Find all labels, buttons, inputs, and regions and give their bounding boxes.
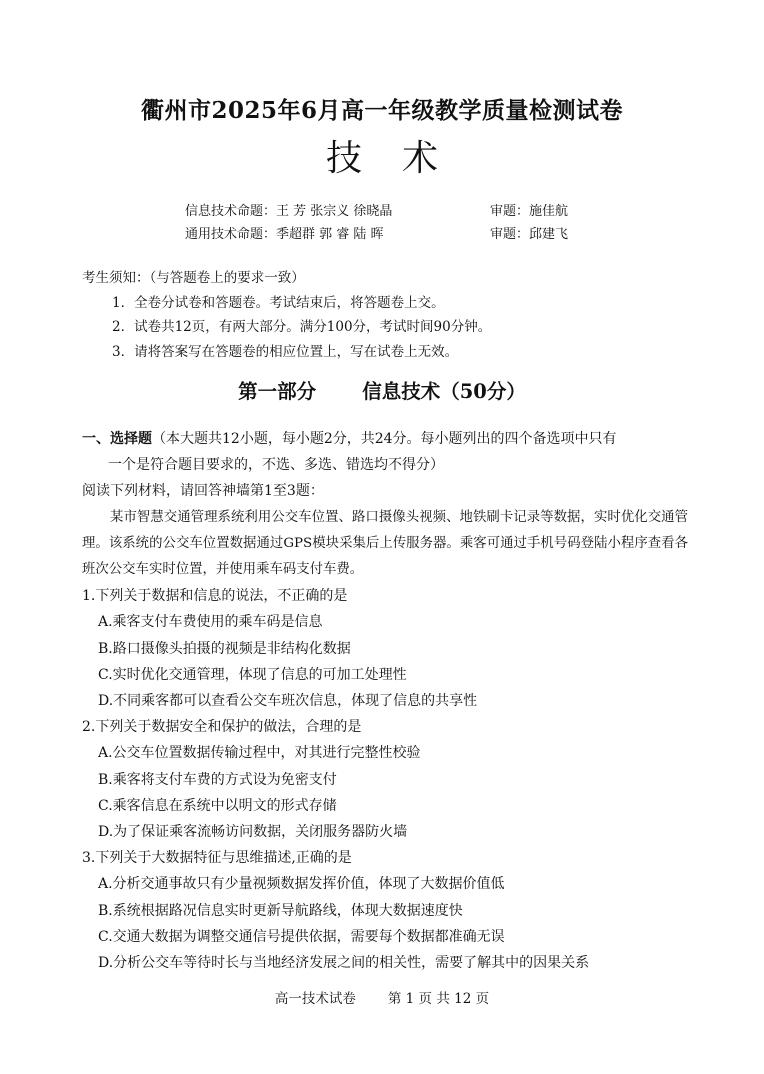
credits-block: [185, 200, 568, 246]
part-title: 信息技术（50分）: [362, 380, 526, 403]
instructions-line-1: （本大题共12小题，每小题2分，共24分。每小题列出的四个备选项中只有: [152, 431, 617, 447]
option-c: C.交通大数据为调整交通信号提供依据，需要每个数据都准确无误: [98, 928, 505, 945]
credit-row-info-tech: [185, 200, 568, 223]
question-1: [82, 583, 688, 714]
footer-page-number: 第 1 页 共 12 页: [387, 991, 490, 1007]
exam-notice: [82, 266, 491, 364]
notice-item: 1．全卷分试卷和答题卷。考试结束后，将答题卷上交。: [112, 294, 445, 311]
part-heading: [0, 376, 764, 404]
reading-prompt: 阅读下列材料，请回答神墙第1至3题：: [82, 483, 324, 500]
section-body: [82, 426, 688, 976]
part-name: 第一部分: [238, 380, 317, 403]
reading-material: 某市智慧交通管理系统利用公交车位置、路口摄像头视频、地铁刷卡记录等数据，实时优化交通管理。该系统的公交车位置数据通过GPS模块采集后上传服务器。乘客可通过手机号码登陆小程序查看各班次公交车实时位置，并使用乘车码支付车费。: [82, 509, 688, 578]
option-d: D.分析公交车等待时长与当地经济发展之间的相关性，需要了解其中的因果关系: [98, 955, 590, 972]
section-label: 一、选择题: [82, 431, 152, 447]
notice-item: 3．请将答案写在答题卷的相应位置上，写在试卷上无效。: [112, 343, 459, 360]
question-2: [82, 714, 688, 845]
reviewer-info-tech: 审题：施佳航: [490, 204, 569, 219]
notice-heading: 考生须知：（与答题卷上的要求一致）: [82, 270, 305, 286]
question-stem: 2.下列关于数据安全和保护的做法，合理的是: [82, 719, 362, 736]
option-b: B.系统根据路况信息实时更新导航路线，体现大数据速度快: [98, 902, 463, 919]
exam-title: 衢州市2025年6月高一年级教学质量检测试卷: [140, 97, 624, 124]
credit-row-general-tech: [185, 223, 568, 246]
question-stem: 1.下列关于数据和信息的说法，不正确的是: [82, 588, 348, 605]
option-d: D.不同乘客都可以查看公交车班次信息，体现了信息的共享性: [98, 693, 478, 710]
notice-item: 2．试卷共12页，有两大部分。满分100分，考试时间90分钟。: [112, 319, 492, 335]
option-b: B.乘客将支付车费的方式设为免密支付: [98, 771, 337, 788]
subject-title: 技术: [325, 138, 478, 179]
option-a: A.乘客支付车费使用的乘车码是信息: [98, 614, 323, 631]
section-instructions: [82, 426, 688, 452]
setter-general-tech: 通用技术命题：季超群 郭 睿 陆 晖: [185, 227, 384, 242]
page-footer: [0, 987, 764, 1007]
instructions-line-2: 一个是符合题目要求的，不选、多选、错选均不得分）: [108, 457, 444, 474]
option-b: B.路口摄像头拍摄的视频是非结构化数据: [98, 640, 351, 657]
option-a: A.分析交通事故只有少量视频数据发挥价值，体现了大数据价值低: [98, 876, 505, 893]
option-a: A.公交车位置数据传输过程中，对其进行完整性校验: [98, 745, 421, 762]
option-c: C.实时优化交通管理，体现了信息的可加工处理性: [98, 666, 407, 683]
setter-info-tech: 信息技术命题：王 芳 张宗义 徐晓晶: [185, 204, 393, 219]
reviewer-general-tech: 审题：邱建飞: [490, 227, 569, 242]
question-3: [82, 845, 688, 976]
option-d: D.为了保证乘客流畅访问数据，关闭服务器防火墙: [98, 824, 408, 841]
question-stem: 3.下列关于大数据特征与思维描述,正确的是: [82, 850, 352, 867]
footer-exam-name: 高一技术试卷: [274, 991, 356, 1007]
option-c: C.乘客信息在系统中以明文的形式存储: [98, 797, 337, 814]
